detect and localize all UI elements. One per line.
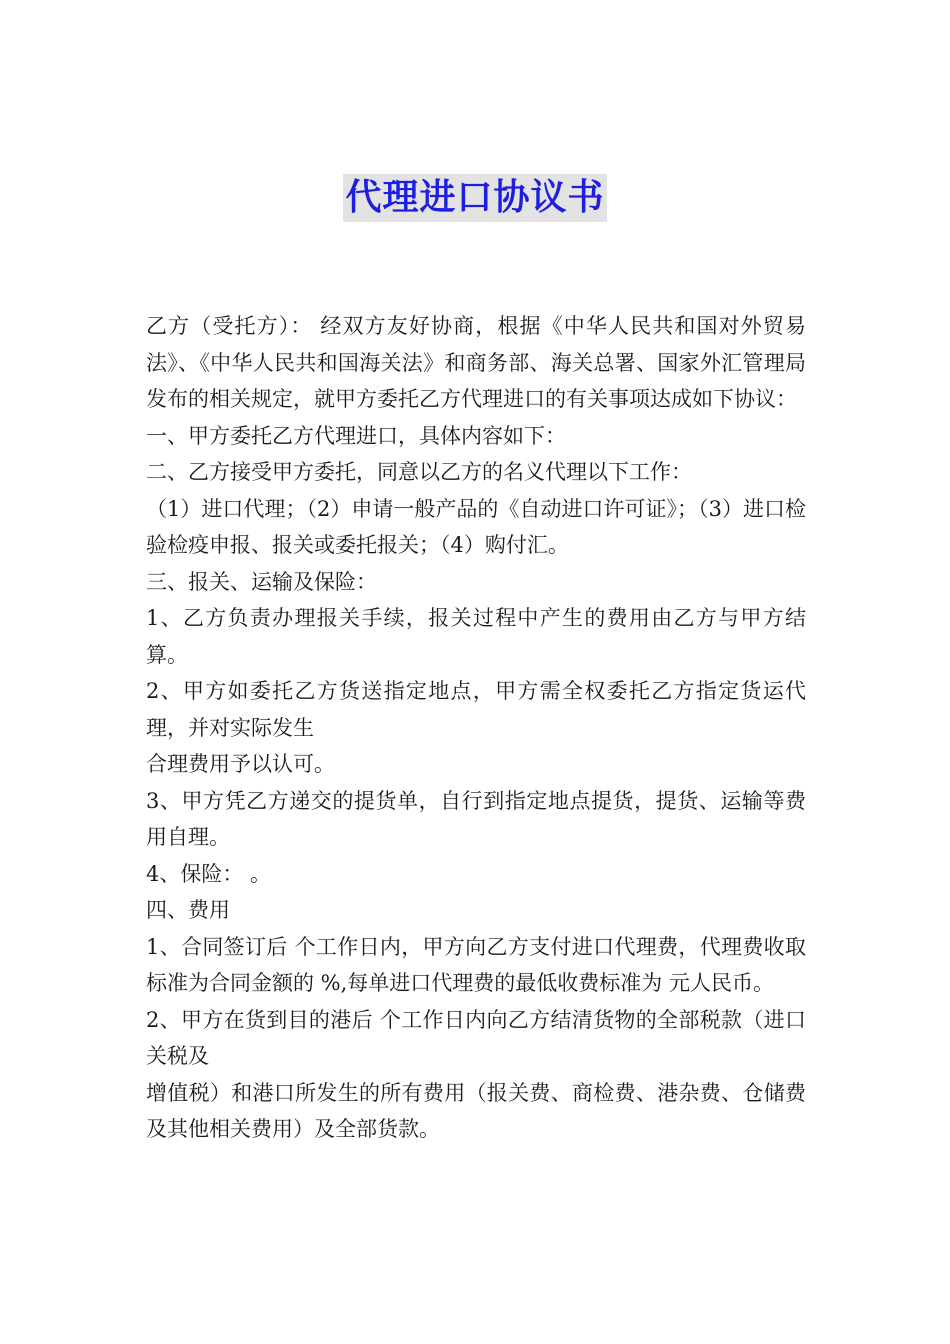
- paragraph-clause-3: 三、报关、运输及保险：: [146, 569, 377, 594]
- paragraph-clause-3-2: 2、甲方如委托乙方货送指定地点，甲方需全权委托乙方指定货运代理，并对实际发生: [146, 679, 806, 740]
- title-container: [0, 174, 950, 222]
- document-title: 代理进口协议书: [343, 174, 606, 222]
- paragraph-clause-4-2: 2、甲方在货到目的港后 个工作日内向乙方结清货物的全部税款（进口关税及: [146, 1007, 806, 1068]
- paragraph-clause-3-4: 4、保险： 。: [146, 861, 272, 886]
- paragraph-clause-4: 四、费用: [146, 898, 230, 922]
- paragraph-clause-4-2-cont: 增值税）和港口所发生的所有费用（报关费、商检费、港杂费、仓储费及其他相关费用）及全部货款。: [146, 1080, 806, 1141]
- document-body: [146, 308, 806, 1148]
- paragraph-clause-3-3: 3、甲方凭乙方递交的提货单，自行到指定地点提货，提货、运输等费用自理。: [146, 788, 806, 849]
- paragraph-clause-2-items: （1）进口代理；（2）申请一般产品的《自动进口许可证》；（3）进口检验检疫申报、报关或委托报关；（4）购付汇。: [146, 496, 806, 557]
- paragraph-clause-3-2-cont: 合理费用予以认可。: [146, 752, 335, 776]
- paragraph-clause-4-1: 1、合同签订后 个工作日内，甲方向乙方支付进口代理费，代理费收取标准为合同金额的 %,每单进口代理费的最低收费标准为 元人民币。: [146, 934, 806, 995]
- paragraph-clause-1: 一、甲方委托乙方代理进口，具体内容如下：: [146, 423, 566, 448]
- paragraph-clause-2: 二、乙方接受甲方委托，同意以乙方的名义代理以下工作：: [146, 460, 692, 484]
- paragraph-preamble: 乙方（受托方）： 经双方友好协商，根据《中华人民共和国对外贸易法》、《中华人民共和国海关法》和商务部、海关总署、国家外汇管理局发布的相关规定，就甲方委托乙方代理进口的有关事项达成如下协议：: [146, 314, 806, 411]
- paragraph-clause-3-1: 1、乙方负责办理报关手续，报关过程中产生的费用由乙方与甲方结算。: [146, 606, 806, 667]
